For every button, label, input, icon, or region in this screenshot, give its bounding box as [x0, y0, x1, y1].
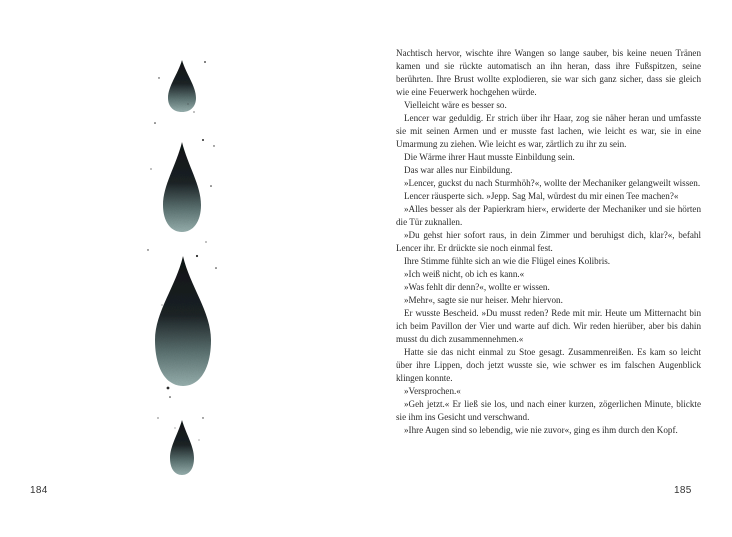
paragraph: »Du gehst hier sofort raus, in dein Zimmer und beruhigst dich, klar?«, befahl Lencer ihr. Er drückte sie noch einmal fest. — [396, 230, 701, 253]
page-number-left: 184 — [30, 485, 48, 496]
paragraph: Die Wärme ihrer Haut musste Einbildung sein. — [404, 152, 575, 162]
paragraph: »Geh jetzt.« Er ließ sie los, und nach einer kurzen, zögerlichen Minute, blickte sie ihm ins Gesicht und verschwand. — [396, 399, 701, 422]
teardrop-3 — [155, 256, 211, 386]
paragraph: »Mehr«, sagte sie nur heiser. Mehr hiervon. — [404, 295, 563, 305]
paragraph: Ihre Stimme fühlte sich an wie die Flügel eines Kolibris. — [404, 256, 611, 266]
teardrop-4 — [170, 420, 194, 475]
teardrop-1 — [168, 60, 196, 112]
body-text — [396, 47, 701, 437]
paragraph: Das war alles nur Einbildung. — [404, 165, 513, 175]
paragraph: Vielleicht wäre es besser so. — [404, 100, 507, 110]
right-page — [366, 0, 732, 537]
teardrop-2 — [163, 142, 201, 232]
paragraph: Hatte sie das nicht einmal zu Stoe gesagt. Zusammenreißen. Es kam so leicht über ihre Lippen, doch jetzt wusste sie, wie schwer es im falschen Augenblick klingen konnte. — [396, 347, 701, 383]
paragraph: »Ihre Augen sind so lebendig, wie nie zuvor«, ging es ihm durch den Kopf. — [404, 425, 678, 435]
paragraph: Lencer war geduldig. Er strich über ihr Haar, zog sie näher heran und umfasste sie mit seinen Armen und er musste fast lachen, wie leicht es war, sie in eine Umarmung zu ziehen. Wie leicht es war, zärtlich zu ihr zu sein. — [396, 113, 701, 149]
paragraph: Lencer räusperte sich. »Jepp. Sag Mal, würdest du mir einen Tee machen?« — [404, 191, 679, 201]
paragraph: »Lencer, guckst du nach Sturmhöh?«, wollte der Mechaniker gelangweilt wissen. — [404, 178, 701, 188]
page-number-right: 185 — [674, 485, 692, 496]
paragraph: »Alles besser als der Papierkram hier«, erwiderte der Mechaniker und sie hörten die Tür zuknallen. — [396, 204, 701, 227]
paragraph: Er wusste Bescheid. »Du musst reden? Rede mit mir. Heute um Mitternacht bin ich beim Pavillon der Vier und warte auf dich. Wir reden hierüber, aber bis dahin musst du dich zusammennehmen.« — [396, 308, 701, 344]
paragraph: »Versprochen.« — [404, 386, 461, 396]
paragraph: »Ich weiß nicht, ob ich es kann.« — [404, 269, 525, 279]
paragraph: »Was fehlt dir denn?«, wollte er wissen. — [404, 282, 550, 292]
paragraph: Nachtisch hervor, wischte ihre Wangen so lange sauber, bis keine neuen Tränen kamen und sie rückte automatisch an ihn heran, dass ihre Fußspitzen, seine berührten. Ihre Brust wollte explodieren, sie war sich ganz sicher, dass sie gleich wie eine Feuerwerk hochgehen würde. — [396, 48, 701, 97]
